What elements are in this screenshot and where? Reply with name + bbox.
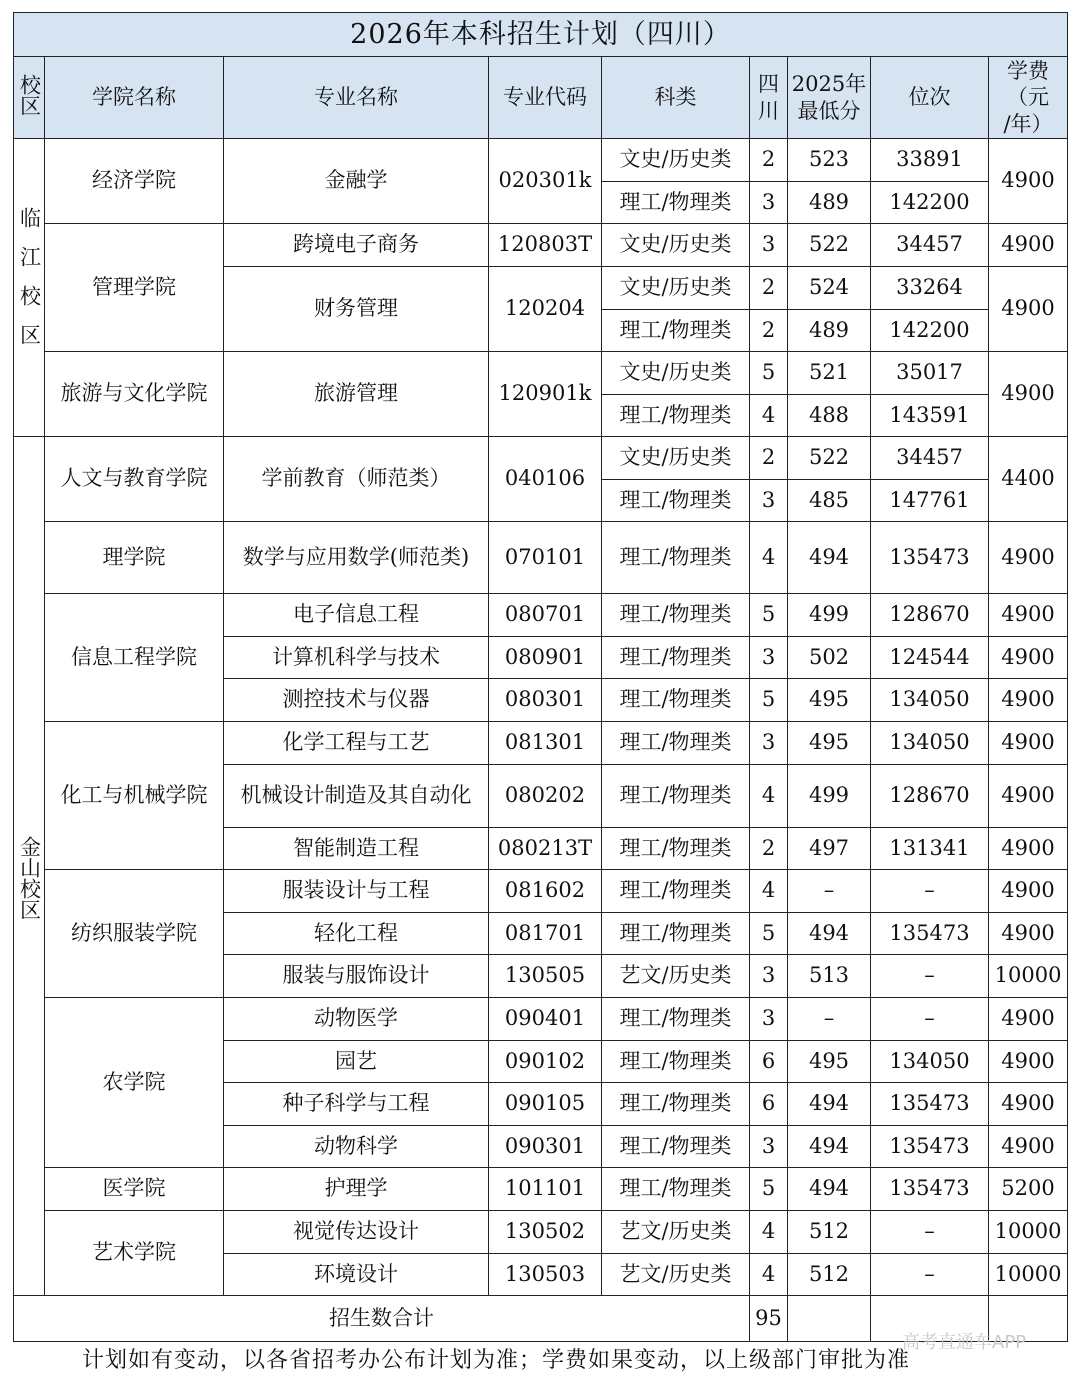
code-cell: 090301 <box>489 1126 602 1168</box>
fee-cell: 4900 <box>989 722 1068 765</box>
code-cell: 040106 <box>489 437 602 522</box>
plan-cell: 4 <box>750 1254 788 1296</box>
rank-cell: – <box>871 955 989 998</box>
category-cell: 理工/物理类 <box>602 1168 750 1211</box>
header-fee: 学费 （元 /年） <box>989 57 1068 139</box>
min-score-cell: 488 <box>788 395 871 437</box>
plan-cell: 3 <box>750 182 788 224</box>
min-score-cell: 494 <box>788 1083 871 1126</box>
min-score-cell: 489 <box>788 310 871 352</box>
major-cell: 护理学 <box>224 1168 489 1211</box>
table-row <box>14 224 1068 267</box>
plan-cell: 5 <box>750 594 788 637</box>
rank-cell: 134050 <box>871 1041 989 1083</box>
category-cell: 理工/物理类 <box>602 310 750 352</box>
min-score-cell: 499 <box>788 765 871 828</box>
fee-cell: 5200 <box>989 1168 1068 1211</box>
college-cell: 信息工程学院 <box>45 594 224 722</box>
header-code: 专业代码 <box>489 57 602 139</box>
category-cell: 理工/物理类 <box>602 722 750 765</box>
min-score-cell: 494 <box>788 1168 871 1211</box>
header-major: 专业名称 <box>224 57 489 139</box>
category-cell: 理工/物理类 <box>602 998 750 1041</box>
plan-cell: 3 <box>750 637 788 679</box>
rank-cell: 134050 <box>871 722 989 765</box>
fee-cell: 4900 <box>989 679 1068 722</box>
fee-cell: 4900 <box>989 522 1068 594</box>
code-cell: 080213T <box>489 828 602 870</box>
table-row <box>14 1211 1068 1254</box>
category-cell: 艺文/历史类 <box>602 1254 750 1296</box>
code-cell: 080701 <box>489 594 602 637</box>
category-cell: 文史/历史类 <box>602 437 750 480</box>
rank-cell: 135473 <box>871 1083 989 1126</box>
category-cell: 理工/物理类 <box>602 765 750 828</box>
min-score-cell: 522 <box>788 437 871 480</box>
fee-cell: 4900 <box>989 594 1068 637</box>
header-row <box>14 57 1068 139</box>
college-cell: 旅游与文化学院 <box>45 352 224 437</box>
major-cell: 电子信息工程 <box>224 594 489 637</box>
fee-cell: 4900 <box>989 139 1068 224</box>
category-cell: 理工/物理类 <box>602 480 750 522</box>
rank-cell: 147761 <box>871 480 989 522</box>
category-cell: 文史/历史类 <box>602 224 750 267</box>
total-empty-cell <box>788 1296 871 1342</box>
title-row <box>14 13 1068 57</box>
college-cell: 经济学院 <box>45 139 224 224</box>
campus-linjiang: 临江校区 <box>14 139 45 437</box>
total-value: 95 <box>750 1296 788 1342</box>
header-category: 科类 <box>602 57 750 139</box>
code-cell: 081301 <box>489 722 602 765</box>
fee-cell: 4900 <box>989 998 1068 1041</box>
min-score-cell: 513 <box>788 955 871 998</box>
rank-cell: 128670 <box>871 765 989 828</box>
min-score-cell: 502 <box>788 637 871 679</box>
code-cell: 130503 <box>489 1254 602 1296</box>
category-cell: 理工/物理类 <box>602 679 750 722</box>
code-cell: 081701 <box>489 913 602 955</box>
rank-cell: 33264 <box>871 267 989 310</box>
major-cell: 测控技术与仪器 <box>224 679 489 722</box>
fee-cell: 4900 <box>989 913 1068 955</box>
college-cell: 纺织服装学院 <box>45 870 224 998</box>
major-cell: 种子科学与工程 <box>224 1083 489 1126</box>
table-row <box>14 594 1068 637</box>
major-cell: 计算机科学与技术 <box>224 637 489 679</box>
major-cell: 服装与服饰设计 <box>224 955 489 998</box>
college-cell: 农学院 <box>45 998 224 1168</box>
table-row <box>14 437 1068 480</box>
plan-cell: 2 <box>750 437 788 480</box>
fee-cell: 4900 <box>989 637 1068 679</box>
min-score-cell: 495 <box>788 679 871 722</box>
major-cell: 服装设计与工程 <box>224 870 489 913</box>
code-cell: 070101 <box>489 522 602 594</box>
code-cell: 090105 <box>489 1083 602 1126</box>
fee-cell: 4900 <box>989 352 1068 437</box>
rank-cell: – <box>871 1254 989 1296</box>
fee-cell: 10000 <box>989 1211 1068 1254</box>
category-cell: 理工/物理类 <box>602 1041 750 1083</box>
campus-jinshan: 金山校区 <box>14 437 45 1296</box>
plan-cell: 6 <box>750 1083 788 1126</box>
major-cell: 园艺 <box>224 1041 489 1083</box>
rank-cell: 134050 <box>871 679 989 722</box>
major-cell: 智能制造工程 <box>224 828 489 870</box>
plan-cell: 4 <box>750 870 788 913</box>
min-score-cell: 489 <box>788 182 871 224</box>
fee-cell: 4900 <box>989 1041 1068 1083</box>
code-cell: 090401 <box>489 998 602 1041</box>
college-cell: 医学院 <box>45 1168 224 1211</box>
college-cell: 化工与机械学院 <box>45 722 224 870</box>
major-cell: 财务管理 <box>224 267 489 352</box>
category-cell: 理工/物理类 <box>602 913 750 955</box>
plan-cell: 3 <box>750 1126 788 1168</box>
table-row <box>14 522 1068 594</box>
college-cell: 人文与教育学院 <box>45 437 224 522</box>
code-cell: 081602 <box>489 870 602 913</box>
code-cell: 080202 <box>489 765 602 828</box>
category-cell: 艺文/历史类 <box>602 1211 750 1254</box>
category-cell: 理工/物理类 <box>602 594 750 637</box>
code-cell: 130505 <box>489 955 602 998</box>
fee-cell: 4900 <box>989 870 1068 913</box>
watermark-text: 高考直通车APP <box>902 1332 1027 1353</box>
min-score-cell: 497 <box>788 828 871 870</box>
min-score-cell: 495 <box>788 1041 871 1083</box>
fee-cell: 4400 <box>989 437 1068 522</box>
table-row <box>14 870 1068 913</box>
header-sichuan: 四 川 <box>750 57 788 139</box>
code-cell: 080301 <box>489 679 602 722</box>
rank-cell: 135473 <box>871 1126 989 1168</box>
min-score-cell: 512 <box>788 1254 871 1296</box>
total-label: 招生数合计 <box>14 1296 750 1342</box>
rank-cell: 135473 <box>871 913 989 955</box>
college-cell: 理学院 <box>45 522 224 594</box>
table-title: 2026年本科招生计划（四川） <box>14 13 1068 57</box>
table-row <box>14 139 1068 182</box>
major-cell: 机械设计制造及其自动化 <box>224 765 489 828</box>
code-cell: 120901k <box>489 352 602 437</box>
plan-cell: 4 <box>750 522 788 594</box>
major-cell: 环境设计 <box>224 1254 489 1296</box>
table-row <box>14 998 1068 1041</box>
major-cell: 旅游管理 <box>224 352 489 437</box>
major-cell: 轻化工程 <box>224 913 489 955</box>
header-college: 学院名称 <box>45 57 224 139</box>
plan-cell: 5 <box>750 679 788 722</box>
category-cell: 理工/物理类 <box>602 828 750 870</box>
rank-cell: 33891 <box>871 139 989 182</box>
min-score-cell: 494 <box>788 913 871 955</box>
min-score-cell: 494 <box>788 522 871 594</box>
rank-cell: 142200 <box>871 310 989 352</box>
major-cell: 跨境电子商务 <box>224 224 489 267</box>
plan-cell: 6 <box>750 1041 788 1083</box>
rank-cell: 135473 <box>871 1168 989 1211</box>
major-cell: 数学与应用数学(师范类) <box>224 522 489 594</box>
category-cell: 理工/物理类 <box>602 637 750 679</box>
category-cell: 理工/物理类 <box>602 870 750 913</box>
code-cell: 120803T <box>489 224 602 267</box>
min-score-cell: 523 <box>788 139 871 182</box>
footnote: 计划如有变动，以各省招考办公布计划为准；学费如果变动，以上级部门审批为准 <box>82 1348 911 1373</box>
min-score-cell: 512 <box>788 1211 871 1254</box>
category-cell: 文史/历史类 <box>602 352 750 395</box>
plan-cell: 2 <box>750 828 788 870</box>
min-score-cell: – <box>788 870 871 913</box>
major-cell: 化学工程与工艺 <box>224 722 489 765</box>
code-cell: 090102 <box>489 1041 602 1083</box>
min-score-cell: 521 <box>788 352 871 395</box>
rank-cell: – <box>871 870 989 913</box>
major-cell: 视觉传达设计 <box>224 1211 489 1254</box>
category-cell: 文史/历史类 <box>602 139 750 182</box>
category-cell: 理工/物理类 <box>602 1126 750 1168</box>
rank-cell: 131341 <box>871 828 989 870</box>
major-cell: 金融学 <box>224 139 489 224</box>
plan-cell: 3 <box>750 955 788 998</box>
plan-cell: 2 <box>750 139 788 182</box>
min-score-cell: 524 <box>788 267 871 310</box>
category-cell: 理工/物理类 <box>602 182 750 224</box>
min-score-cell: 494 <box>788 1126 871 1168</box>
table-row <box>14 1168 1068 1211</box>
rank-cell: 128670 <box>871 594 989 637</box>
category-cell: 艺文/历史类 <box>602 955 750 998</box>
header-campus: 校区 <box>14 57 45 139</box>
code-cell: 101101 <box>489 1168 602 1211</box>
category-cell: 文史/历史类 <box>602 267 750 310</box>
plan-cell: 3 <box>750 998 788 1041</box>
category-cell: 理工/物理类 <box>602 522 750 594</box>
rank-cell: 34457 <box>871 224 989 267</box>
plan-cell: 3 <box>750 224 788 267</box>
admission-plan-table <box>13 12 1068 1342</box>
min-score-cell: 499 <box>788 594 871 637</box>
plan-cell: 5 <box>750 913 788 955</box>
min-score-cell: 495 <box>788 722 871 765</box>
fee-cell: 4900 <box>989 828 1068 870</box>
plan-cell: 5 <box>750 352 788 395</box>
plan-cell: 2 <box>750 267 788 310</box>
admission-plan-table-wrapper <box>13 12 1067 1342</box>
code-cell: 130502 <box>489 1211 602 1254</box>
fee-cell: 10000 <box>989 1254 1068 1296</box>
plan-cell: 3 <box>750 480 788 522</box>
category-cell: 理工/物理类 <box>602 1083 750 1126</box>
header-rank: 位次 <box>871 57 989 139</box>
min-score-cell: 522 <box>788 224 871 267</box>
rank-cell: – <box>871 1211 989 1254</box>
plan-cell: 2 <box>750 310 788 352</box>
rank-cell: – <box>871 998 989 1041</box>
category-cell: 理工/物理类 <box>602 395 750 437</box>
header-min-score: 2025年 最低分 <box>788 57 871 139</box>
major-cell: 动物医学 <box>224 998 489 1041</box>
fee-cell: 4900 <box>989 267 1068 352</box>
plan-cell: 3 <box>750 722 788 765</box>
college-cell: 管理学院 <box>45 224 224 352</box>
plan-cell: 5 <box>750 1168 788 1211</box>
fee-cell: 4900 <box>989 224 1068 267</box>
code-cell: 080901 <box>489 637 602 679</box>
rank-cell: 135473 <box>871 522 989 594</box>
major-cell: 动物科学 <box>224 1126 489 1168</box>
table-row <box>14 352 1068 395</box>
fee-cell: 10000 <box>989 955 1068 998</box>
college-cell: 艺术学院 <box>45 1211 224 1296</box>
rank-cell: 143591 <box>871 395 989 437</box>
rank-cell: 34457 <box>871 437 989 480</box>
min-score-cell: – <box>788 998 871 1041</box>
fee-cell: 4900 <box>989 1126 1068 1168</box>
major-cell: 学前教育（师范类） <box>224 437 489 522</box>
rank-cell: 124544 <box>871 637 989 679</box>
plan-cell: 4 <box>750 765 788 828</box>
fee-cell: 4900 <box>989 1083 1068 1126</box>
rank-cell: 35017 <box>871 352 989 395</box>
code-cell: 020301k <box>489 139 602 224</box>
rank-cell: 142200 <box>871 182 989 224</box>
table-row <box>14 722 1068 765</box>
plan-cell: 4 <box>750 1211 788 1254</box>
plan-cell: 4 <box>750 395 788 437</box>
fee-cell: 4900 <box>989 765 1068 828</box>
min-score-cell: 485 <box>788 480 871 522</box>
code-cell: 120204 <box>489 267 602 352</box>
